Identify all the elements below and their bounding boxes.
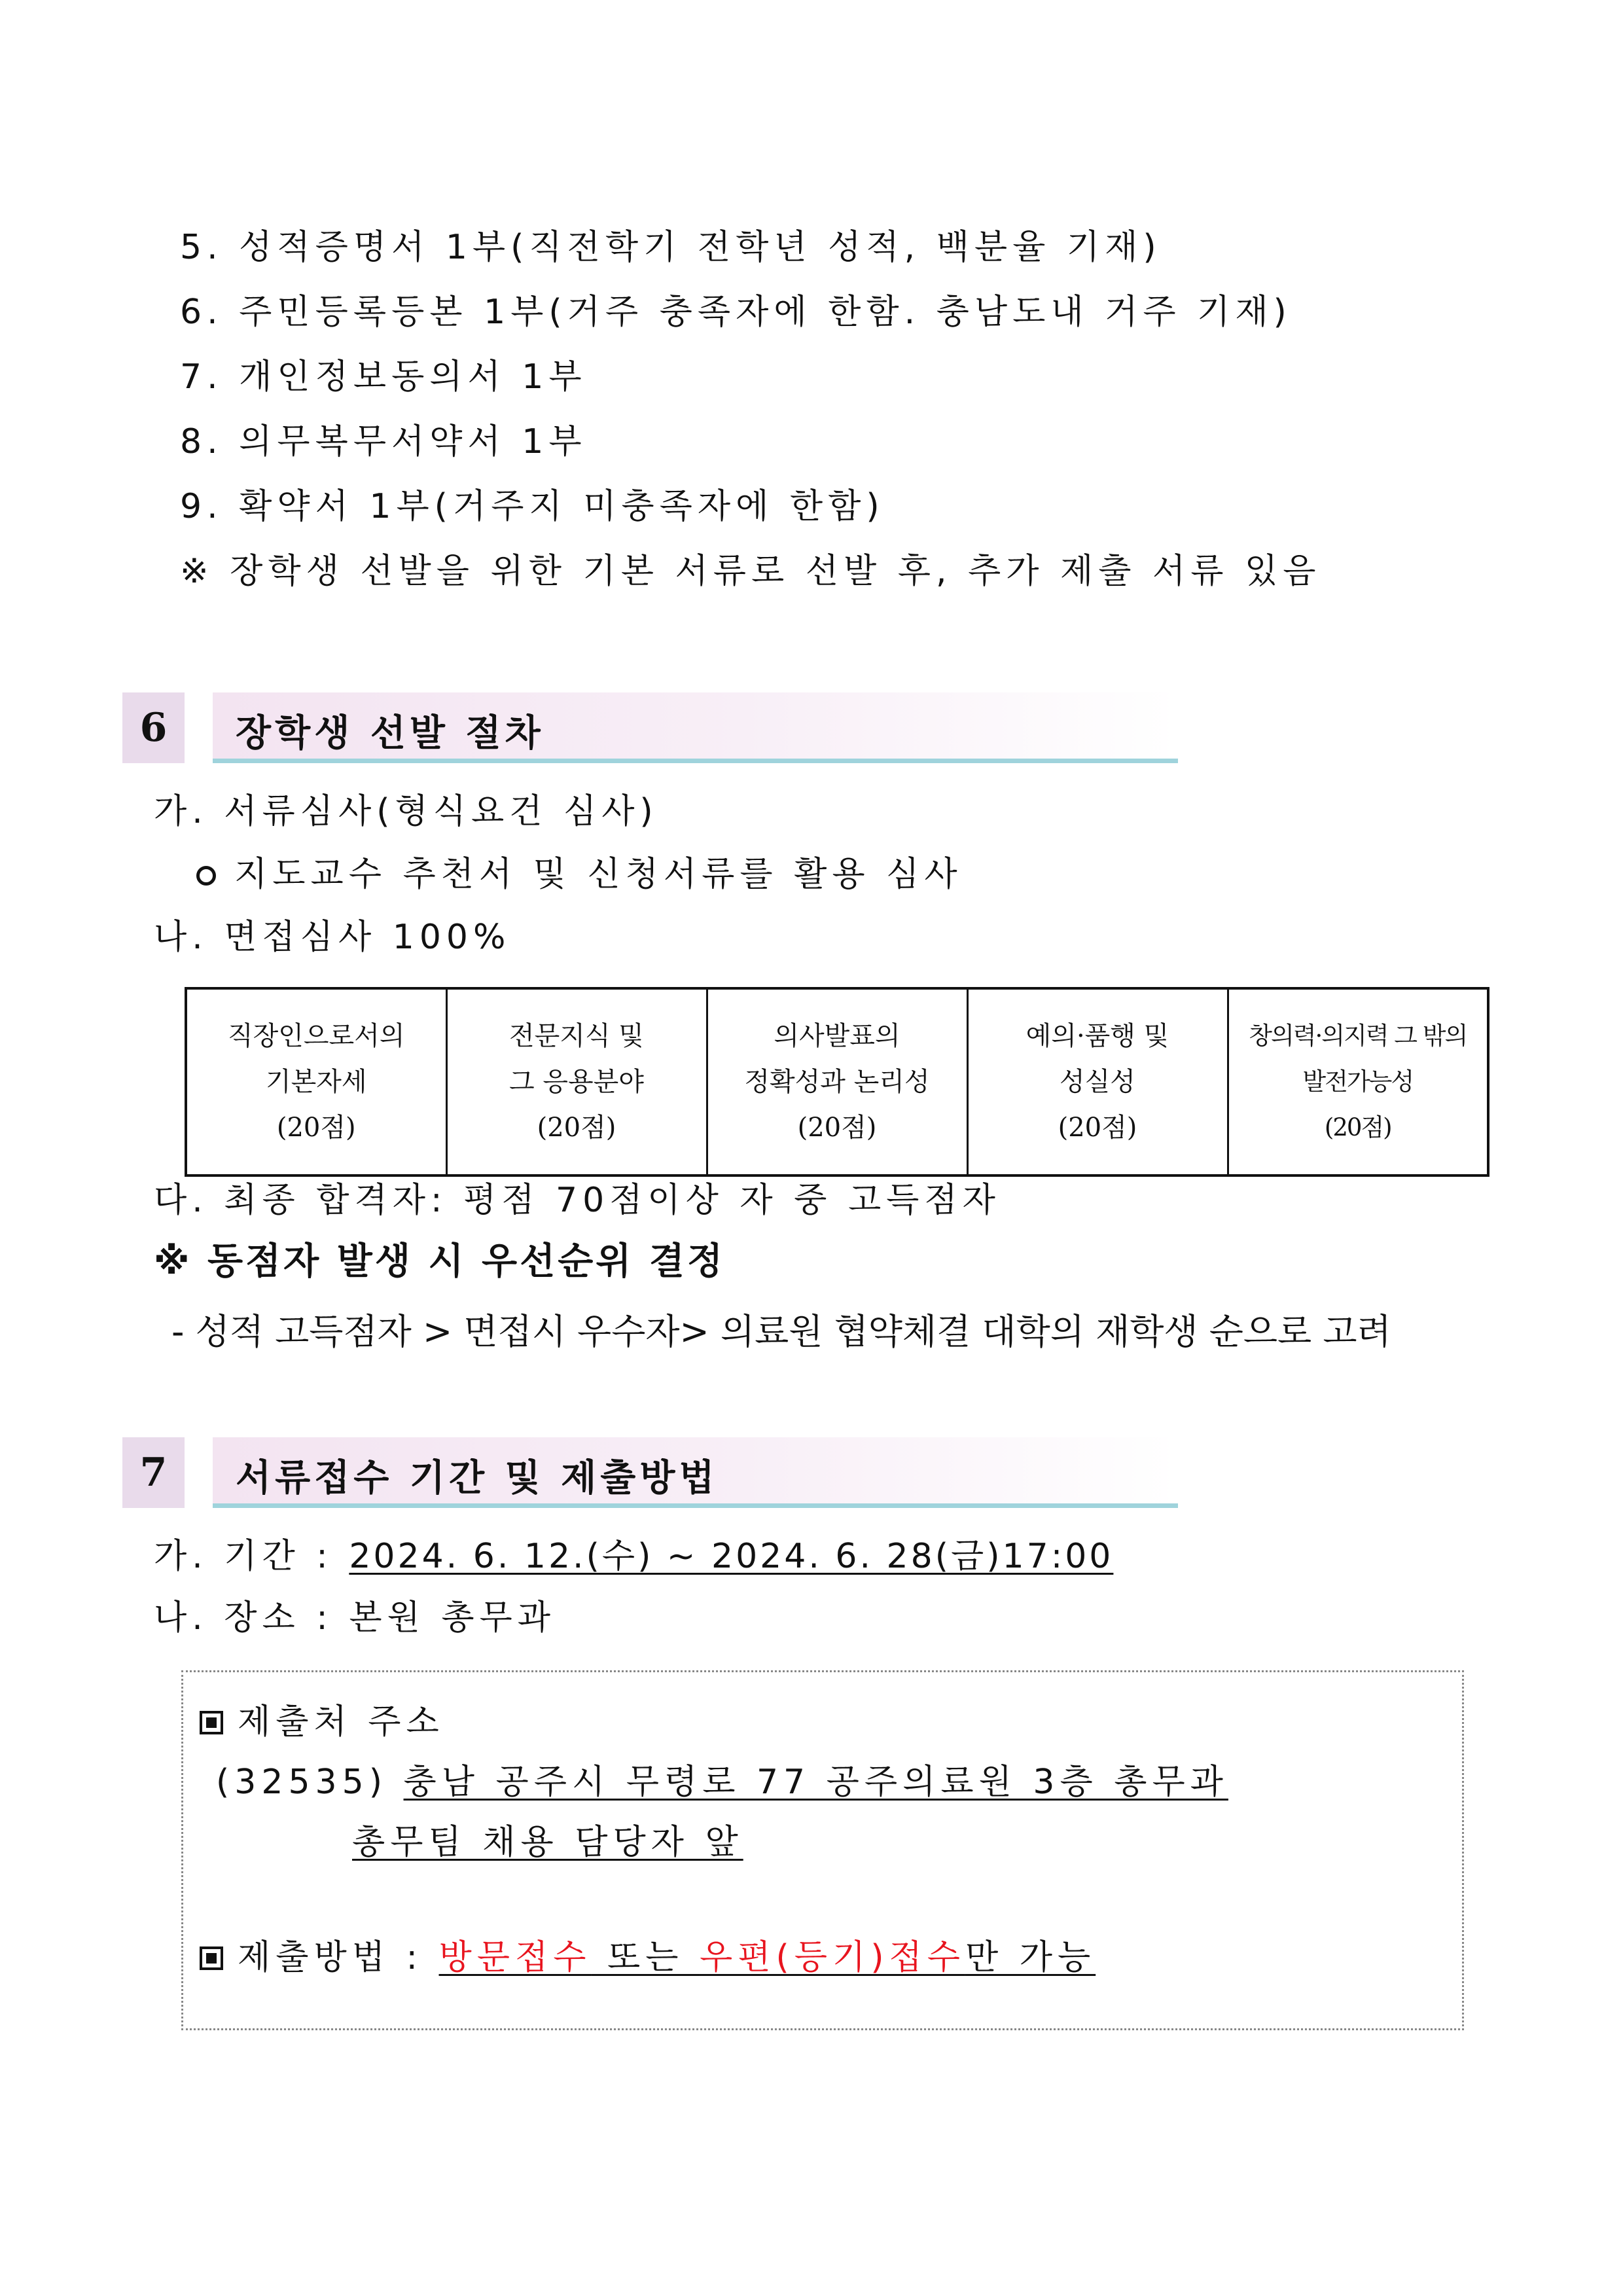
method-or: 또는	[591, 1938, 700, 1977]
method-only: 만 가능	[965, 1938, 1096, 1977]
criteria-score: (20점)	[797, 1113, 877, 1143]
criteria-score: (20점)	[1324, 1113, 1391, 1141]
criteria-line2: 그 응용분야	[509, 1067, 644, 1097]
interview-criteria-table	[185, 987, 1489, 1177]
criteria-cell	[967, 988, 1228, 1175]
section-6-title: 장학생 선발 절차	[236, 711, 544, 755]
criteria-line1: 예의·품행 및	[1026, 1021, 1169, 1051]
section-6-header-bar	[213, 692, 1178, 763]
criteria-line1: 전문지식 및	[509, 1021, 644, 1051]
criteria-score: (20점)	[1058, 1113, 1137, 1143]
criteria-cell	[707, 988, 967, 1175]
criteria-cell	[1228, 988, 1488, 1175]
table-row	[186, 988, 1488, 1175]
square-bullet-icon	[200, 1946, 223, 1970]
section-6-number: 6	[122, 692, 185, 763]
criteria-line2: 성실성	[1060, 1067, 1135, 1097]
list-item: 5. 성적증명서 1부(직전학기 전학년 성적, 백분율 기재)	[180, 228, 1162, 267]
section-7-header-bar	[213, 1437, 1178, 1508]
address-text-1: 충남 공주시 무령로 77 공주의료원 3층 총무과	[403, 1763, 1228, 1802]
method-label: 제출방법 :	[238, 1938, 439, 1977]
method-mail: 우편(등기)접수	[699, 1938, 965, 1977]
submission-period-value: 2024. 6. 12.(수) ~ 2024. 6. 28(금)17:00	[349, 1537, 1114, 1576]
list-note: ※ 장학생 선발을 위한 기본 서류로 선발 후, 추가 제출 서류 있음	[180, 552, 1321, 591]
criteria-line2: 정확성과 논리성	[744, 1067, 930, 1097]
list-item: 6. 주민등록등본 1부(거주 충족자에 한함. 충남도내 거주 기재)	[180, 293, 1292, 332]
screening-item-ga-sub-text: 지도교수 추천서 및 신청서류를 활용 심사	[234, 855, 963, 894]
criteria-score: (20점)	[537, 1113, 616, 1143]
list-item: 8. 의무복무서약서 1부	[180, 422, 587, 461]
required-documents-list	[180, 228, 1321, 617]
address-text-2: 총무팀 채용 담당자 앞	[352, 1823, 743, 1862]
criteria-line1: 직장인으로서의	[228, 1021, 405, 1051]
submission-period	[154, 1537, 1113, 1576]
postal-code: (32535)	[216, 1763, 387, 1802]
tie-break-title: ※ 동점자 발생 시 우선순위 결정	[154, 1240, 726, 1283]
criteria-cell	[446, 988, 707, 1175]
submission-info-box	[181, 1670, 1464, 2030]
tie-break-rule: - 성적 고득점자 > 면접시 우수자> 의료원 협약체결 대학의 재학생 순으로 고려	[171, 1311, 1391, 1352]
submission-method	[200, 1938, 1096, 1977]
criteria-score: (20점)	[276, 1113, 356, 1143]
final-selection-rule: 다. 최종 합격자: 평점 70점이상 자 중 고득점자	[154, 1181, 1001, 1220]
address-line-2	[352, 1823, 743, 1862]
list-item: 9. 확약서 1부(거주지 미충족자에 한함)	[180, 487, 885, 526]
method-visit: 방문접수	[438, 1938, 592, 1977]
criteria-line2: 발전가능성	[1302, 1067, 1414, 1096]
section-7-title: 서류접수 기간 및 제출방법	[236, 1456, 719, 1499]
screening-item-ga-sub	[196, 855, 963, 894]
submission-period-label: 가. 기간 :	[154, 1537, 349, 1576]
list-item: 7. 개인정보동의서 1부	[180, 357, 587, 397]
section-7-number: 7	[122, 1437, 185, 1508]
square-bullet-icon	[200, 1711, 223, 1734]
circle-bullet-icon	[196, 866, 216, 886]
criteria-line1: 의사발표의	[774, 1021, 901, 1051]
criteria-line1: 창의력·의지력 그 밖의	[1249, 1022, 1467, 1050]
address-line-1	[216, 1763, 1228, 1802]
submission-place: 나. 장소 : 본원 총무과	[154, 1598, 556, 1638]
address-heading	[200, 1702, 444, 1742]
criteria-line2: 기본자세	[265, 1067, 367, 1097]
screening-item-na: 나. 면접심사 100%	[154, 918, 511, 957]
screening-item-ga: 가. 서류심사(형식요건 심사)	[154, 792, 658, 831]
criteria-cell	[186, 988, 446, 1175]
address-heading-text: 제출처 주소	[238, 1702, 444, 1742]
